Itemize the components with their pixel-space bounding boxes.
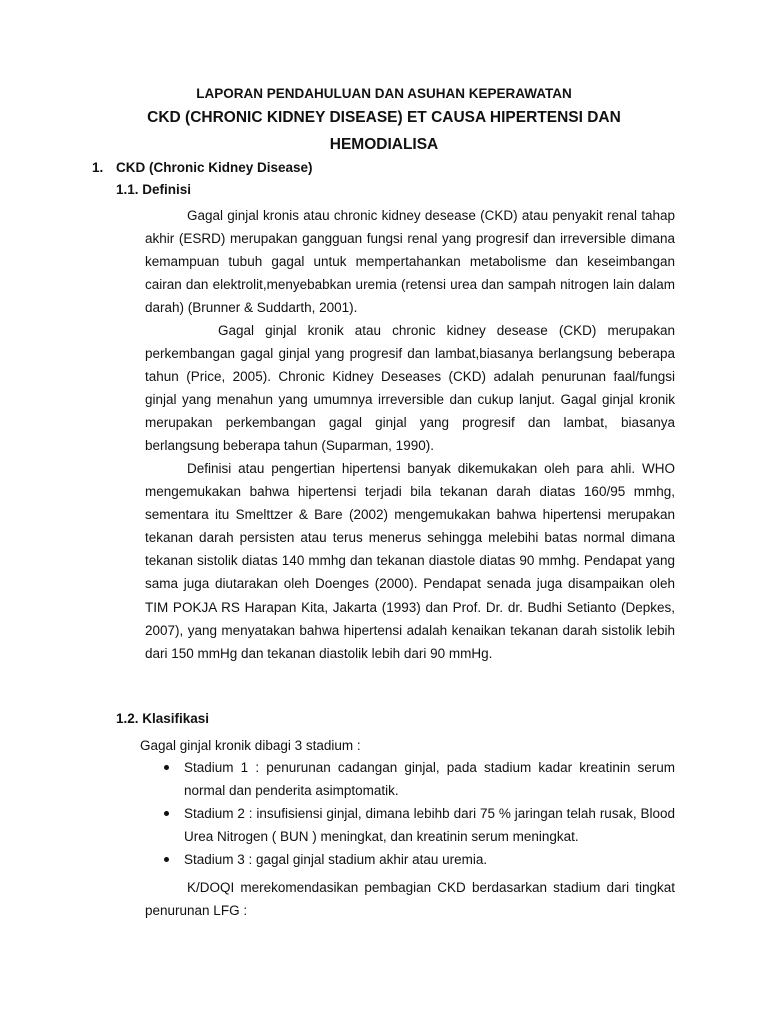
list-item: Stadium 1 : penurunan cadangan ginjal, pada stadium kadar kreatinin serum normal dan penderita asimptomatik. (145, 756, 675, 802)
klasifikasi-intro: Gagal ginjal kronik dibagi 3 stadium : (140, 738, 361, 753)
document-title-line-3: HEMODIALISA (329, 136, 439, 153)
bullet-icon (164, 811, 169, 816)
bullet-icon (164, 857, 169, 862)
document-title-line-2: CKD (CHRONIC KIDNEY DISEASE) ET CAUSA HIPERTENSI DAN (147, 109, 621, 126)
definisi-paragraph-1: Gagal ginjal kronis atau chronic kidney desease (CKD) atau penyakit renal tahap akhir (ESRD) merupakan gangguan fungsi renal yang progresif dan irreversible dimana kemampuan tubuh gagal untuk mempertahankan metabolisme dan keseimbangan cairan dan elektrolit,menyebabkan uremia (retensi urea dan sampah nitrogen lain dalam darah) (Brunner & Suddarth, 2001). (145, 208, 675, 316)
document-title-line-1: LAPORAN PENDAHULUAN DAN ASUHAN KEPERAWATAN (196, 86, 572, 101)
section-1-number: 1. (92, 160, 104, 175)
definisi-paragraph-2: Gagal ginjal kronik atau chronic kidney desease (CKD) merupakan perkembangan gagal ginjal yang progresif dan lambat,biasanya berlangsung beberapa tahun (Price, 2005). Chronic Kidney Deseases (CKD) adalah penurunan faal/fungsi ginjal yang menahun yang umumnya irreversible dan cukup lanjut. Gagal ginjal kronik merupakan perkembangan gagal ginjal yang progresif dan lambat, biasanya berlangsung beberapa tahun (Suparman, 1990). (145, 323, 675, 454)
section-1-2-heading: 1.2. Klasifikasi (116, 711, 210, 726)
section-1-title: CKD (Chronic Kidney Disease) (116, 160, 313, 175)
section-1-1-heading: 1.1. Definisi (116, 182, 192, 197)
bullet-icon (164, 765, 169, 770)
klasifikasi-closing-paragraph: K/DOQI merekomendasikan pembagian CKD berdasarkan stadium dari tingkat penurunan LFG : (145, 880, 675, 919)
definisi-paragraph-3: Definisi atau pengertian hipertensi banyak dikemukakan oleh para ahli. WHO mengemukakan bahwa hipertensi terjadi bila tekanan darah diatas 160/95 mmhg, sementara itu Smelttzer & Bare (2002) mengemukakan bahwa hipertensi merupakan tekanan darah persisten atau terus menerus sehingga melebihi batas normal dimana tekanan sistolik diatas 140 mmhg dan tekanan diastole diatas 90 mmhg. Pendapat yang sama juga diutarakan oleh Doenges (2000). Pendapat senada juga disampaikan oleh TIM POKJA RS Harapan Kita, Jakarta (1993) dan Prof. Dr. dr. Budhi Setianto (Depkes, 2007), yang menyatakan bahwa hipertensi adalah kenaikan tekanan darah sistolik lebih dari 150 mmHg dan tekanan diastolik lebih dari 90 mmHg. (145, 461, 675, 661)
list-item: Stadium 2 : insufisiensi ginjal, dimana lebihb dari 75 % jaringan telah rusak, Blood Urea Nitrogen ( BUN ) meningkat, dan kreatinin serum meningkat. (145, 802, 675, 848)
stadium-list (145, 756, 675, 871)
list-item: Stadium 3 : gagal ginjal stadium akhir atau uremia. (145, 848, 675, 871)
